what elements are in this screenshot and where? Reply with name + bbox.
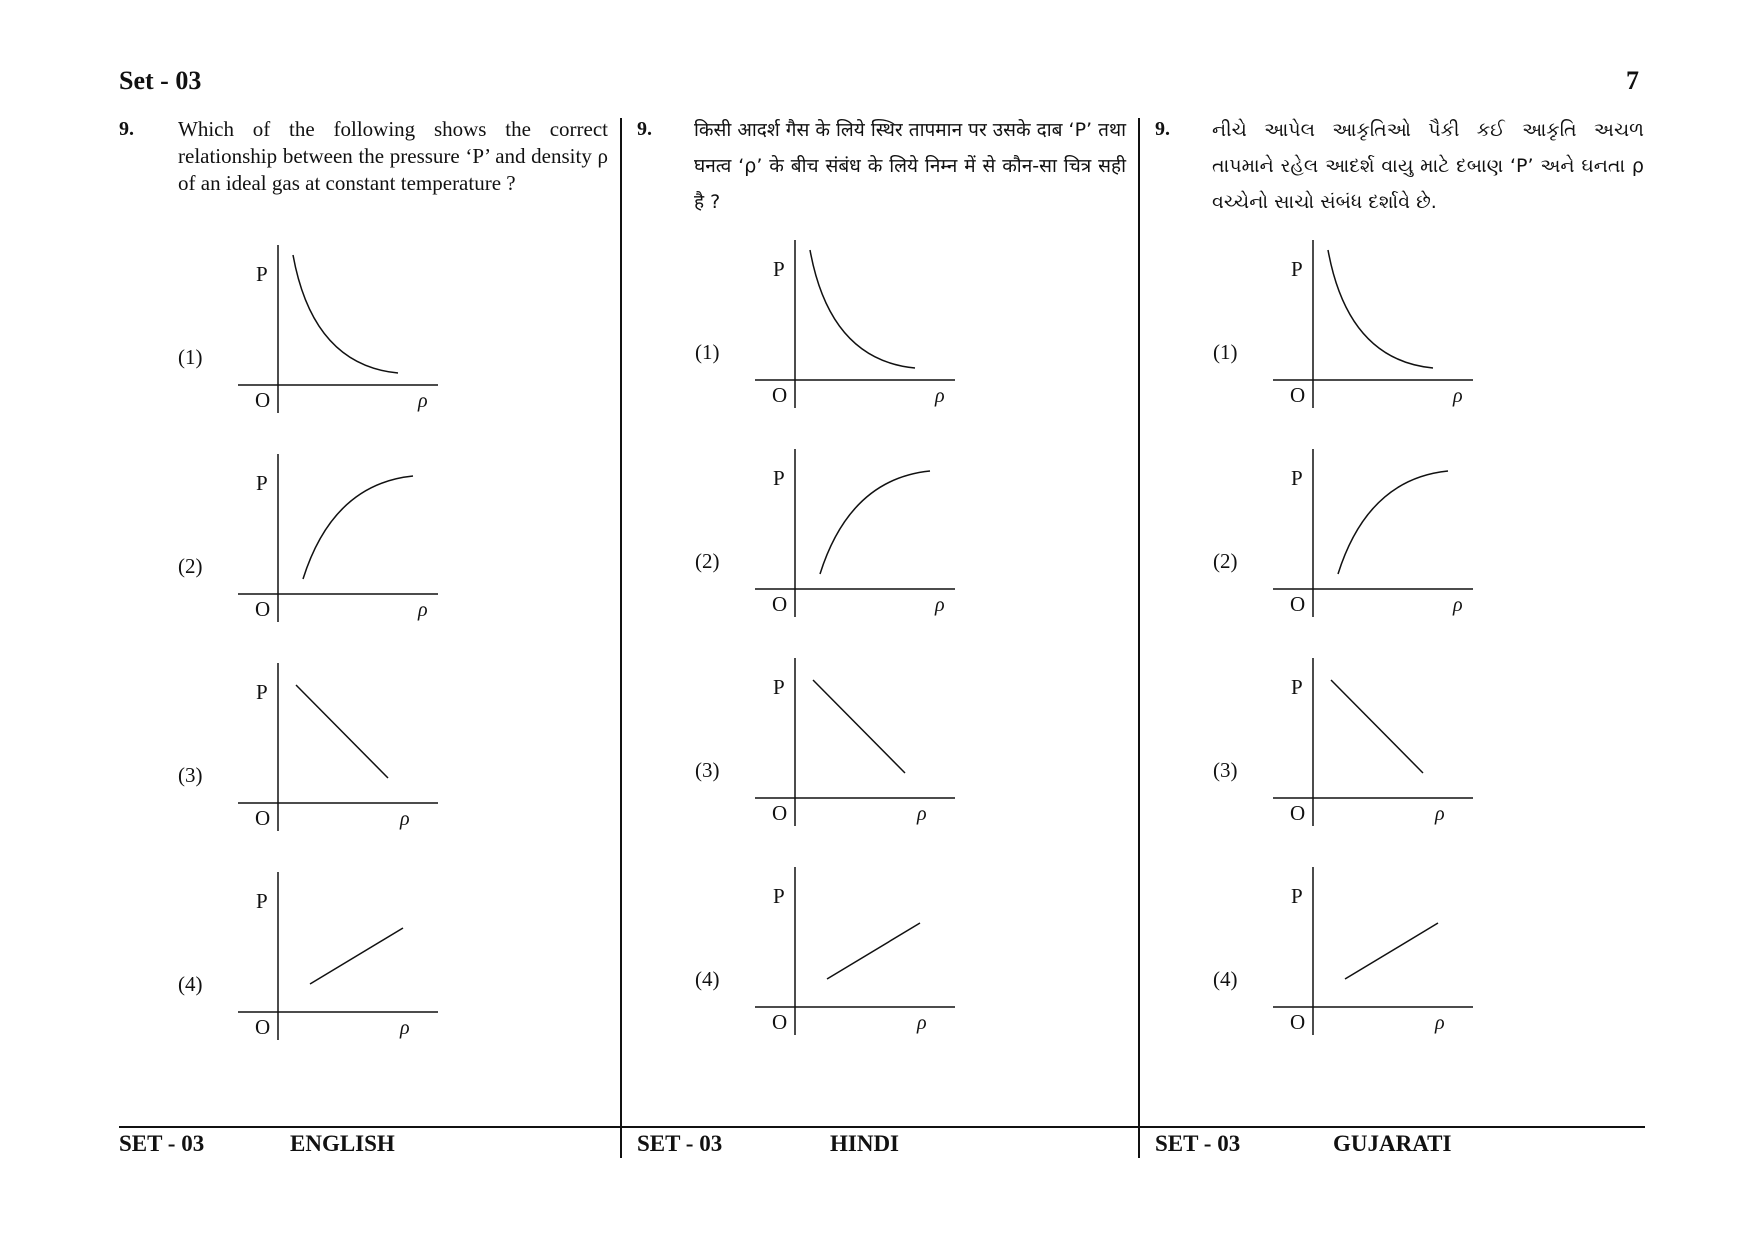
origin-label: O <box>1290 383 1306 407</box>
graph-english-option-3 <box>238 663 438 833</box>
origin-label: O <box>1290 1010 1306 1034</box>
origin-label: O <box>772 592 788 616</box>
footer-language-hindi: HINDI <box>830 1131 900 1156</box>
y-axis-label: P <box>773 675 785 699</box>
p-rho-curve <box>303 476 413 579</box>
y-axis-label: P <box>1291 466 1303 490</box>
p-rho-curve <box>813 680 905 773</box>
p-rho-curve <box>820 471 930 574</box>
x-axis-label: ρ <box>400 808 410 830</box>
graph-hindi-option-3 <box>755 658 955 828</box>
p-rho-curve <box>1328 250 1433 368</box>
y-axis-label: P <box>1291 675 1303 699</box>
p-rho-curve <box>296 685 388 778</box>
footer-language-gujarati: GUJARATI <box>1333 1131 1452 1156</box>
option-label-hindi-1: (1) <box>695 340 720 364</box>
y-axis-label: P <box>256 680 268 704</box>
p-rho-curve <box>1345 923 1438 979</box>
option-label-english-2: (2) <box>178 554 203 578</box>
y-axis-label: P <box>773 257 785 281</box>
x-axis-label: ρ <box>1453 594 1463 616</box>
origin-label: O <box>772 1010 788 1034</box>
graph-english-option-1 <box>238 245 438 415</box>
x-axis-label: ρ <box>917 1012 927 1034</box>
p-rho-curve <box>810 250 915 368</box>
question-text-hindi: किसी आदर्श गैस के लिये स्थिर तापमान पर उसके दाब ‘P’ तथा घनत्व ‘ρ’ के बीच संबंध के लिये निम्न में से कौन-सा चित्र सही है ? <box>694 119 1127 213</box>
x-axis-label: ρ <box>1453 385 1463 407</box>
graph-english-option-2 <box>238 454 438 624</box>
x-axis-label: ρ <box>1435 1012 1445 1034</box>
footer-language-english: ENGLISH <box>290 1131 395 1156</box>
option-label-english-1: (1) <box>178 345 203 369</box>
graph-gujarati-option-4 <box>1273 867 1473 1037</box>
footer-set-gujarati: SET - 03 <box>1155 1131 1241 1156</box>
question-number-hindi: 9. <box>637 118 652 140</box>
column-divider-1 <box>620 118 622 1158</box>
option-label-hindi-4: (4) <box>695 967 720 991</box>
x-axis-label: ρ <box>1435 803 1445 825</box>
question-text-english: Which of the following shows the correct relationship between the pressure ‘P’ and density ρ of an ideal gas at constant temperature ? <box>178 117 608 195</box>
graph-hindi-option-4 <box>755 867 955 1037</box>
x-axis-label: ρ <box>935 385 945 407</box>
y-axis-label: P <box>773 466 785 490</box>
question-number-english: 9. <box>119 118 134 140</box>
x-axis-label: ρ <box>418 390 428 412</box>
origin-label: O <box>1290 592 1306 616</box>
p-rho-curve <box>310 928 403 984</box>
question-text-gujarati: નીચે આપેલ આકૃતિઓ પૈકી કઈ આકૃતિ અચળ તાપમાને રહેલ આદર્શ વાયુ માટે દબાણ ‘P’ અને ઘનતા ρ વચ્ચેનો સાચો સંબંધ દર્શાવે છે. <box>1212 119 1644 213</box>
option-label-hindi-3: (3) <box>695 758 720 782</box>
origin-label: O <box>255 597 271 621</box>
option-label-hindi-2: (2) <box>695 549 720 573</box>
graph-gujarati-option-3 <box>1273 658 1473 828</box>
x-axis-label: ρ <box>400 1017 410 1039</box>
graph-hindi-option-1 <box>755 240 955 410</box>
option-label-gujarati-4: (4) <box>1213 967 1238 991</box>
option-label-gujarati-2: (2) <box>1213 549 1238 573</box>
column-divider-2 <box>1138 118 1140 1158</box>
origin-label: O <box>772 801 788 825</box>
y-axis-label: P <box>1291 884 1303 908</box>
y-axis-label: P <box>1291 257 1303 281</box>
p-rho-curve <box>827 923 920 979</box>
option-label-gujarati-1: (1) <box>1213 340 1238 364</box>
origin-label: O <box>1290 801 1306 825</box>
x-axis-label: ρ <box>917 803 927 825</box>
y-axis-label: P <box>773 884 785 908</box>
p-rho-curve <box>1331 680 1423 773</box>
footer-set-english: SET - 03 <box>119 1131 205 1156</box>
origin-label: O <box>255 806 271 830</box>
y-axis-label: P <box>256 471 268 495</box>
graph-gujarati-option-2 <box>1273 449 1473 619</box>
graph-english-option-4 <box>238 872 438 1042</box>
question-number-gujarati: 9. <box>1155 118 1170 140</box>
y-axis-label: P <box>256 262 268 286</box>
graph-gujarati-option-1 <box>1273 240 1473 410</box>
origin-label: O <box>255 388 271 412</box>
footer-rule <box>119 1126 1645 1128</box>
footer-set-hindi: SET - 03 <box>637 1131 723 1156</box>
set-label: Set - 03 <box>119 66 202 95</box>
x-axis-label: ρ <box>418 599 428 621</box>
option-label-english-3: (3) <box>178 763 203 787</box>
origin-label: O <box>772 383 788 407</box>
y-axis-label: P <box>256 889 268 913</box>
p-rho-curve <box>1338 471 1448 574</box>
origin-label: O <box>255 1015 271 1039</box>
option-label-gujarati-3: (3) <box>1213 758 1238 782</box>
page-number: 7 <box>1626 66 1639 95</box>
p-rho-curve <box>293 255 398 373</box>
option-label-english-4: (4) <box>178 972 203 996</box>
x-axis-label: ρ <box>935 594 945 616</box>
graph-hindi-option-2 <box>755 449 955 619</box>
